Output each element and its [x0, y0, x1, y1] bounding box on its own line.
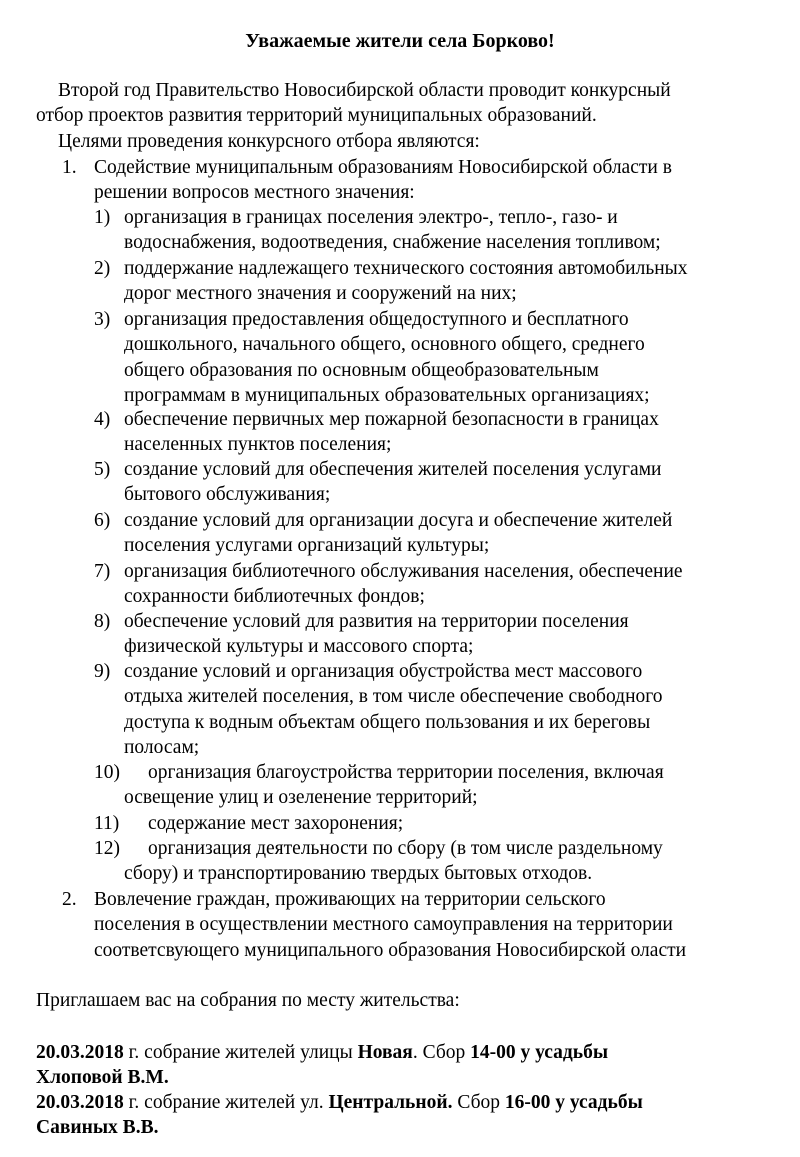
host-name: Савиных В.В. — [36, 1117, 159, 1139]
list-item — [94, 609, 774, 660]
meeting-time: 16-00 у усадьбы — [504, 1092, 643, 1113]
item-line: дорог местного значения и сооружений на них; — [124, 283, 517, 305]
item-line: создание условий для организации досуга и обеспечение жителей — [124, 510, 673, 531]
invitation-text: Приглашаем вас на собрания по месту жительства: — [36, 990, 460, 1011]
meeting-text: г. собрание жителей ул. — [123, 1092, 329, 1113]
item-line: поселения услугами организаций культуры; — [124, 535, 490, 557]
item-line: программам в муниципальных образовательных организациях; — [124, 384, 650, 406]
list-item — [94, 760, 774, 811]
intro-paragraph — [36, 78, 766, 154]
item-line: организация деятельности по сбору (в том числе раздельному — [148, 838, 663, 859]
meeting-date: 20.03.2018 — [36, 1092, 124, 1113]
item-line: организация библиотечного обслуживания населения, обеспечение — [124, 561, 683, 582]
meeting-announcement — [36, 1090, 776, 1141]
item-number: 2) — [94, 258, 111, 279]
item-line: обеспечение первичных мер пожарной безопасности в границах — [124, 409, 659, 430]
list-item — [94, 811, 774, 836]
goal-line: соответсвующего муниципального образования Новосибирской оласти — [94, 939, 687, 961]
item-number: 9) — [94, 661, 111, 682]
item-line: освещение улиц и озеленение территорий; — [124, 787, 478, 809]
item-line: создание условий для обеспечения жителей поселения услугами — [124, 459, 662, 480]
item-number: 8) — [94, 611, 111, 632]
meeting-announcement — [36, 1040, 776, 1091]
item-number: 11) — [94, 813, 120, 834]
item-number: 1) — [94, 207, 111, 228]
goal-1 — [62, 155, 772, 206]
list-item — [94, 256, 774, 307]
goal-line: решении вопросов местного значения: — [94, 182, 415, 204]
list-item — [94, 205, 774, 256]
item-line: создание условий и организация обустройства мест массового — [124, 661, 643, 682]
item-line: отдыха жителей поселения, в том числе обеспечение свободного — [124, 686, 663, 708]
item-number: 4) — [94, 409, 111, 430]
item-line: организация благоустройства территории поселения, включая — [148, 762, 664, 783]
meeting-text: Сбор — [452, 1092, 505, 1113]
list-item — [94, 836, 774, 887]
item-line: дошкольного, начального общего, основного общего, среднего — [124, 334, 645, 356]
intro-line: отбор проектов развития территорий муниципальных образований. — [36, 105, 597, 127]
host-name: Хлоповой В.М. — [36, 1067, 169, 1089]
goal-2 — [62, 887, 772, 963]
item-line: водоснабжения, водоотведения, снабжение населения топливом; — [124, 232, 661, 254]
goal-line: Содействие муниципальным образованиям Новосибирской области в — [94, 157, 672, 178]
item-number: 5) — [94, 459, 111, 480]
item-line: поддержание надлежащего технического состояния автомобильных — [124, 258, 688, 279]
item-line: организация предоставления общедоступного и бесплатного — [124, 309, 629, 330]
item-line: полосам; — [124, 736, 200, 758]
street-name: Центральной. — [328, 1092, 453, 1113]
item-line: сохранности библиотечных фондов; — [124, 586, 425, 608]
item-line: общего образования по основным общеобразовательным — [124, 359, 599, 381]
item-number: 3) — [94, 309, 111, 330]
item-number: 12) — [94, 838, 120, 859]
goal-number: 1. — [62, 157, 77, 178]
item-line: содержание мест захоронения; — [148, 813, 404, 834]
intro-line: Целями проведения конкурсного отбора являются: — [58, 130, 480, 152]
meeting-text: г. собрание жителей улицы — [123, 1042, 358, 1063]
meeting-text: . Сбор — [412, 1042, 471, 1063]
goal-number: 2. — [62, 889, 77, 910]
item-line: доступа к водным объектам общего пользования и их береговы — [124, 711, 651, 733]
item-line: населенных пунктов поселения; — [124, 434, 392, 456]
list-item — [94, 508, 774, 559]
meeting-time: 14-00 у усадьбы — [470, 1042, 609, 1063]
list-item — [94, 407, 774, 458]
item-number: 6) — [94, 510, 111, 531]
item-number: 7) — [94, 561, 111, 582]
intro-line: Второй год Правительство Новосибирской области проводит конкурсный — [58, 80, 671, 101]
item-line: бытового обслуживания; — [124, 484, 331, 506]
goal-line: поселения в осуществлении местного самоуправления на территории — [94, 914, 673, 936]
item-line: физической культуры и массового спорта; — [124, 636, 474, 658]
meeting-date: 20.03.2018 — [36, 1042, 124, 1063]
item-number: 10) — [94, 762, 120, 783]
street-name: Новая — [357, 1042, 413, 1063]
goal-line: Вовлечение граждан, проживающих на территории сельского — [94, 889, 606, 910]
list-item — [94, 457, 774, 508]
item-line: сбору) и транспортированию твердых бытовых отходов. — [124, 863, 593, 885]
item-line: организация в границах поселения электро-, тепло-, газо- и — [124, 207, 618, 228]
list-item — [94, 659, 774, 760]
list-item — [94, 307, 774, 408]
page-title: Уважаемые жители села Борково! — [245, 30, 555, 52]
item-line: обеспечение условий для развития на территории поселения — [124, 611, 629, 632]
list-item — [94, 559, 774, 610]
